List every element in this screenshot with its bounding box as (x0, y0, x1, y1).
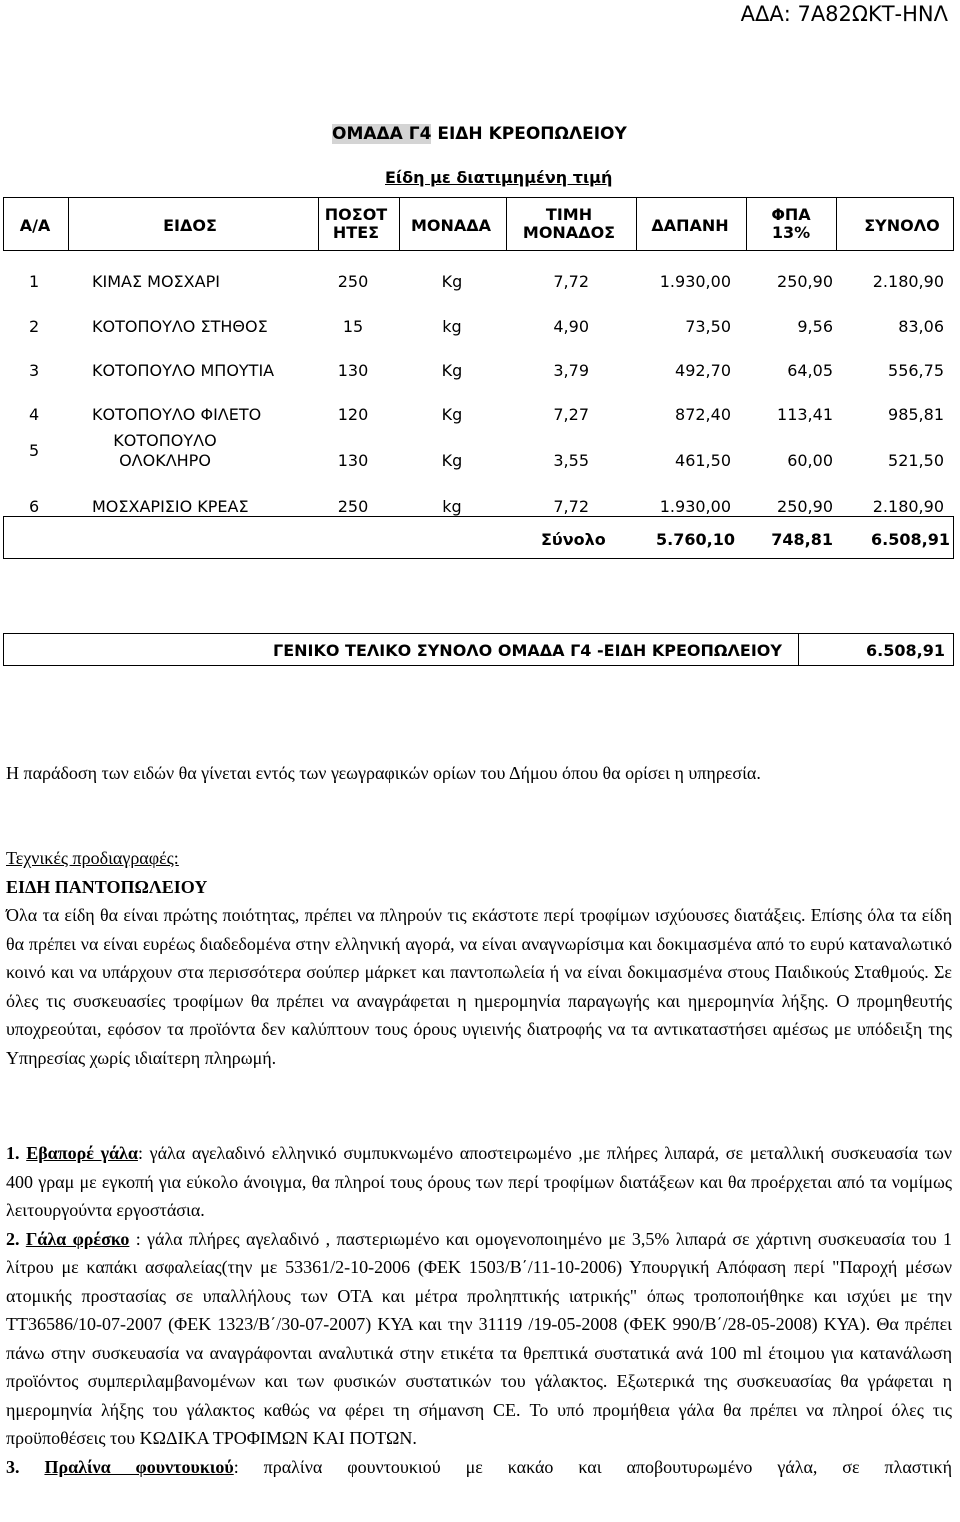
column-header-price: ΤΙΜΗ ΜΟΝΑΔΟΣ (522, 205, 616, 242)
totals-vat: 748,81 (771, 530, 833, 549)
column-divider (746, 198, 747, 250)
row-3-qty: 130 (337, 361, 369, 380)
column-divider (318, 198, 319, 250)
row-5-cost: 461,50 (675, 451, 731, 470)
group-subtitle: Είδη με διατιμημένη τιμή (385, 168, 613, 187)
tech-spec-section (6, 844, 952, 1072)
tech-spec-paragraph: Όλα τα είδη θα είναι πρώτης ποιότητας, πρέπει να πληρούν τις εκάστοτε περί τροφίμων ισχύουσες διατάξεις. Επίσης όλα τα είδη θα πρέπει να είναι ευρέως διαδεδομένα στην ελληνική αγορά, να είναι αναγνωρίσιμα και δοκιμασμένα από το ευρύ καταναλωτικό κοινό και να υπάρχουν στα περισσότερα σούπερ μάρκετ και παντοπωλεία ή να είναι δοκιμασμένα στους Παιδικούς Σταθμούς. Σε όλες τις συσκευασίες τροφίμων θα πρέπει να αναγράφεται η ημερομηνία παραγωγής και ημερομηνία λήξης. Ο προμηθευτής υποχρεούται, εφόσον τα προϊόντα δεν καλύπτουν τους όρους υγιεινής διατροφής να τα αντικαταστήσει αμέσως με υπόδειξη της Υπηρεσίας χωρίς ιδιαίτερη πληρωμή. (6, 905, 952, 1068)
row-4-qty: 120 (337, 405, 369, 424)
row-2-cost: 73,50 (685, 317, 731, 336)
column-divider (636, 198, 637, 250)
item-number: 2. (6, 1228, 20, 1249)
row-5-price: 3,55 (553, 451, 589, 470)
item-number: 3. (6, 1456, 20, 1477)
item-paragraph (6, 1225, 952, 1453)
item-text: : γάλα αγελαδινό ελληνικό συμπυκνωμένο αποστειρωμένο ,με πλήρες λιπαρά, σε μεταλλική συσκευασία των 400 γραμ με εγκοπή για εύκολο άνοιγμα, θα πληροί τους όρους των περί τροφίμων διατάξεων και θα προέρχεται από τα νομίμως λειτουργούντα εργοστάσια. (6, 1143, 953, 1220)
row-6-price: 7,72 (553, 497, 589, 516)
row-2-item: ΚΟΤΟΠΟΥΛΟ ΣΤΗΘΟΣ (92, 317, 268, 336)
group-title-rest: ΕΙΔΗ ΚΡΕΟΠΩΛΕΙΟΥ (431, 124, 627, 144)
row-4-cost: 872,40 (675, 405, 731, 424)
row-3-price: 3,79 (553, 361, 589, 380)
row-1-qty: 250 (337, 272, 369, 291)
totals-label: Σύνολο (541, 530, 606, 549)
row-4-total: 985,81 (888, 405, 944, 424)
row-2-vat: 9,56 (797, 317, 833, 336)
row-5-vat: 60,00 (787, 451, 833, 470)
grand-total-box (3, 633, 954, 666)
totals-cost: 5.760,10 (656, 530, 735, 549)
grand-total-value: 6.508,91 (866, 641, 945, 660)
item-paragraph (6, 1453, 952, 1482)
row-3-total: 556,75 (888, 361, 944, 380)
column-divider (68, 198, 69, 250)
totals-total: 6.508,91 (871, 530, 950, 549)
column-header-cost: ΔΑΠΑΝΗ (651, 216, 729, 235)
row-1-total: 2.180,90 (872, 272, 944, 291)
row-6-unit: kg (442, 497, 462, 516)
item-name: Πραλίνα φουντουκιού (44, 1456, 234, 1477)
ada-code: ΑΔΑ: 7Α82ΩΚΤ-ΗΝΛ (740, 2, 948, 26)
column-divider (506, 198, 507, 250)
column-header-aa: Α/Α (19, 216, 51, 235)
row-2-aa: 2 (29, 317, 40, 336)
delivery-note (6, 759, 952, 788)
group-title (332, 124, 627, 144)
row-2-unit: kg (442, 317, 462, 336)
row-2-total: 83,06 (898, 317, 944, 336)
row-6-total: 2.180,90 (872, 497, 944, 516)
row-3-item: ΚΟΤΟΠΟΥΛΟ ΜΠΟΥΤΙΑ (92, 361, 275, 380)
column-header-total: ΣΥΝΟΛΟ (864, 216, 940, 235)
column-header-qty: ΠΟΣΟΤ ΗΤΕΣ (324, 205, 388, 242)
row-6-item: ΜΟΣΧΑΡΙΣΙΟ ΚΡΕΑΣ (92, 497, 249, 516)
column-divider (836, 198, 837, 250)
item-text: : πραλίνα φουντουκιού με κακάο και αποβουτυρωμένο γάλα, σε πλαστική (233, 1456, 953, 1477)
group-title-highlight: ΟΜΑΔΑ Γ4 (332, 124, 432, 144)
row-5-unit: Kg (441, 451, 463, 470)
row-3-unit: Kg (441, 361, 463, 380)
item-number: 1. (6, 1143, 20, 1163)
row-6-cost: 1.930,00 (659, 497, 731, 516)
column-header-item: ΕΙΔΟΣ (163, 216, 217, 235)
row-5-aa: 5 (29, 441, 40, 460)
row-6-vat: 250,90 (777, 497, 833, 516)
grand-total-label: ΓΕΝΙΚΟ ΤΕΛΙΚΟ ΣΥΝΟΛΟ ΟΜΑΔΑ Γ4 -ΕΙΔΗ ΚΡΕΟΠΩΛΕΙΟΥ (273, 641, 782, 660)
tech-spec-subtitle: ΕΙΔΗ ΠΑΝΤΟΠΩΛΕΙΟΥ (6, 876, 208, 897)
row-1-cost: 1.930,00 (659, 272, 731, 291)
row-5-qty: 130 (337, 451, 369, 470)
tech-spec-title: Τεχνικές προδιαγραφές: (6, 848, 179, 868)
grand-total-divider (798, 634, 799, 665)
row-3-cost: 492,70 (675, 361, 731, 380)
row-1-aa: 1 (29, 272, 40, 291)
row-1-price: 7,72 (553, 272, 589, 291)
row-5-item-line-2: ΟΛΟΚΛΗΡΟ (119, 451, 211, 470)
row-5-total: 521,50 (888, 451, 944, 470)
row-4-aa: 4 (29, 405, 40, 424)
column-header-vat: ΦΠΑ 13% (771, 205, 811, 242)
row-1-item: ΚΙΜΑΣ ΜΟΣΧΑΡΙ (92, 272, 220, 291)
items-section (6, 1139, 952, 1481)
item-text: : γάλα πλήρες αγελαδινό , παστεριωμένο και ομογενοποιημένο με 3,5% λιπαρά σε χάρτινη συσκευασία του 1 λίτρου με καπάκι ασφαλείας(την με 53361/2-10-2006 (ΦΕΚ 1503/Β΄/11-10-2006) Υπουργική Απόφαση περί "Παροχή μέσων ατομικής προστασίας σε υπαλλήλους των ΟΤΑ και μέτρα προληπτικής ιατρικής" όπως τροποποιήθηκε και ισχύει με την ΤΤ36586/10-07-2007 (ΦΕΚ 1323/Β΄/30-07-2007) ΚΥΑ και την 31119 /19-05-2008 (ΦΕΚ 990/Β΄/28-05-2008) ΚΥΑ). Θα πρέπει πάνω στην συσκευασία να αναγράφονται αναλυτικά στην ετικέτα τα θρεπτικά συστατικά ανά 100 ml έτοιμου για κατανάλωση προϊόντος συμπεριλαμβανομένων και των φυσικών συστατικών του γάλακτος. Εξωτερικά της συσκευασίας θα γράφεται η ημερομηνία λήξης του γάλακτος καθώς να φέρει τη σήμανση CE. Το υπό προμήθεια γάλα θα πρέπει να πληροί όλες τις προϋποθέσεις του ΚΩΔΙΚΑ ΤΡΟΦΙΜΩΝ ΚΑΙ ΠΟΤΩΝ. (6, 1228, 952, 1448)
row-1-vat: 250,90 (777, 272, 833, 291)
row-4-price: 7,27 (553, 405, 589, 424)
row-6-aa: 6 (29, 497, 40, 516)
row-4-unit: Kg (441, 405, 463, 424)
column-divider (399, 198, 400, 250)
row-3-vat: 64,05 (787, 361, 833, 380)
row-2-price: 4,90 (553, 317, 589, 336)
item-name: Γάλα φρέσκο (25, 1228, 130, 1249)
totals-box (3, 516, 954, 559)
item-paragraph (6, 1139, 952, 1225)
row-3-aa: 3 (29, 361, 40, 380)
row-5-item-line-1: ΚΟΤΟΠΟΥΛΟ (113, 431, 217, 450)
delivery-text: Η παράδοση των ειδών θα γίνεται εντός των γεωγραφικών ορίων του Δήμου όπου θα ορίσει η υπηρεσία. (6, 763, 761, 783)
item-name: Εβαπορέ γάλα (26, 1143, 138, 1163)
row-4-item: ΚΟΤΟΠΟΥΛΟ ΦΙΛΕΤΟ (92, 405, 262, 424)
row-1-unit: Kg (441, 272, 463, 291)
column-header-unit: ΜΟΝΑΔΑ (410, 216, 492, 235)
row-6-qty: 250 (337, 497, 369, 516)
row-4-vat: 113,41 (777, 405, 833, 424)
row-2-qty: 15 (342, 317, 364, 336)
